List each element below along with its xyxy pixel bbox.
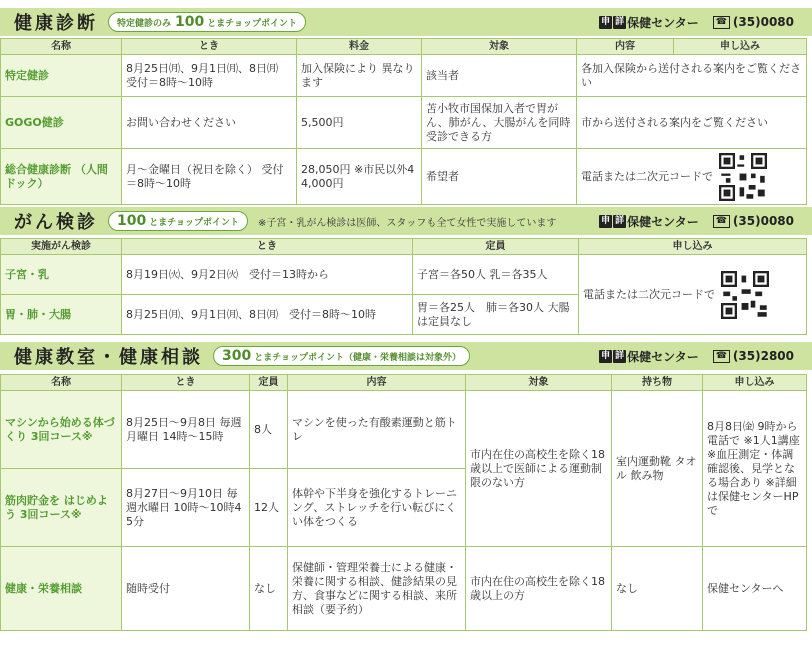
point-label: とまチョップポイント (207, 19, 297, 29)
col-header: 内容 (288, 375, 466, 391)
detail-icon: 詳 (615, 350, 625, 361)
row-fee: 加入保険により 異なります (297, 55, 422, 97)
section-title: 健康診断 (14, 13, 98, 34)
col-header: 対象 (466, 375, 612, 391)
row-fee: 5,500円 (297, 97, 422, 149)
row-name: 子宮・乳 (1, 255, 122, 295)
phone-number: (35)0080 (732, 214, 794, 228)
section-title: 健康教室・健康相談 (14, 347, 203, 368)
table-row (1, 391, 807, 469)
col-header: 名称 (1, 39, 122, 55)
row-apply: 保健センターへ (703, 547, 807, 631)
row-content: 保健師・管理栄養士による健康・栄養に関する相談、健診結果の見方、食事などに関する相談、来所相談（要予約） (288, 547, 466, 631)
apply-icon: 申 (601, 215, 611, 226)
qr-code-icon[interactable] (721, 271, 769, 319)
row-name: 総合健康診断 （人間ドック） (1, 149, 122, 205)
row-apply-cell (579, 255, 807, 335)
col-header: とき (122, 375, 250, 391)
col-header: 対象 (422, 39, 577, 55)
row-apply: 8月8日㈮ 9時から電話で ※1人1講座 ※血圧測定・体調確認後、見学となる場合あり ※詳細は保健センターHPで (703, 391, 807, 547)
section-header-cancer-screening (0, 207, 812, 235)
point-number: 300 (222, 348, 252, 364)
col-header: 定員 (413, 239, 579, 255)
cancer-screening-table (0, 238, 807, 335)
row-when: 8月27日～9月10日 毎週水曜日 10時～10時45分 (122, 469, 250, 547)
contact-info (599, 348, 794, 365)
row-when: 8月25日㈪、9月1日㈪、8日㈪ 受付＝8時～10時 (122, 55, 297, 97)
col-header: 内容 (577, 39, 674, 55)
point-badge-note: 特定健診のみ (117, 19, 172, 29)
row-apply: 電話または二次元コードで (583, 287, 715, 301)
row-apply-cell (577, 149, 807, 205)
col-header: 申し込み (703, 375, 807, 391)
apply-icon: 申 (601, 350, 611, 361)
col-header: 定員 (250, 375, 288, 391)
row-content: マシンを使った有酸素運動と筋トレ (288, 391, 466, 469)
row-when: 8月25日～9月8日 毎週月曜日 14時～15時 (122, 391, 250, 469)
row-bring: 室内運動靴 タオル 飲み物 (612, 391, 703, 547)
table-header-row (1, 239, 807, 255)
point-label: とまチョップポイント（健康・栄養相談は対象外） (254, 353, 461, 363)
phone-icon: ☎ (713, 16, 730, 29)
col-header: とき (122, 239, 413, 255)
row-capacity: なし (250, 547, 288, 631)
row-when: 月～金曜日（祝日を除く） 受付＝8時～10時 (122, 149, 297, 205)
table-header-row (1, 375, 807, 391)
contact-info (599, 213, 794, 230)
section-title: がん検診 (14, 212, 98, 233)
point-badge (108, 211, 248, 231)
row-target: 市内在住の高校生を除く18歳以上で医師による運動制限のない方 (466, 391, 612, 547)
section-header-health-checkup (0, 8, 812, 36)
col-header: 申し込み (674, 39, 807, 55)
table-row (1, 255, 807, 295)
point-badge (108, 12, 306, 32)
contact-info (599, 14, 794, 31)
row-when: 8月25日㈪、9月1日㈪、8日㈪ 受付＝8時～10時 (122, 295, 413, 335)
point-badge (213, 346, 470, 366)
contact-name: 保健センター (627, 349, 699, 364)
table-row (1, 55, 807, 97)
table-row (1, 97, 807, 149)
row-apply: 各加入保険から送付される案内をご覧ください (577, 55, 807, 97)
row-content: 体幹や下半身を強化するトレーニング、ストレッチを行い転びにくい体をつくる (288, 469, 466, 547)
row-when: お問い合わせください (122, 97, 297, 149)
apply-icon: 申 (601, 16, 611, 27)
row-name: マシンから始める体づくり 3回コース※ (1, 391, 122, 469)
row-name: 健康・栄養相談 (1, 547, 122, 631)
contact-name: 保健センター (627, 214, 699, 229)
table-row (1, 547, 807, 631)
table-row (1, 149, 807, 205)
section-note: ※子宮・乳がん検診は医師、スタッフも全て女性で実施しています (257, 217, 557, 229)
row-when: 8月19日㈫、9月2日㈫ 受付＝13時から (122, 255, 413, 295)
phone-number: (35)2800 (732, 349, 794, 363)
row-apply: 市から送付される案内をご覧ください (577, 97, 807, 149)
col-header: 名称 (1, 375, 122, 391)
row-when: 随時受付 (122, 547, 250, 631)
row-fee: 28,050円 ※市民以外44,000円 (297, 149, 422, 205)
health-checkup-table (0, 38, 807, 205)
row-target: 該当者 (422, 55, 577, 97)
detail-icon: 詳 (615, 16, 625, 27)
phone-icon: ☎ (713, 350, 730, 363)
row-name: GOGO健診 (1, 97, 122, 149)
row-capacity: 12人 (250, 469, 288, 547)
point-number: 100 (117, 213, 147, 229)
col-header: 申し込み (579, 239, 807, 255)
health-class-table (0, 374, 807, 631)
row-apply: 電話または二次元コードで (581, 169, 713, 183)
table-header-row (1, 39, 807, 55)
row-target: 市内在住の高校生を除く18歳以上の方 (466, 547, 612, 631)
col-header: 持ち物 (612, 375, 703, 391)
row-capacity: 子宮＝各50人 乳＝各35人 (413, 255, 579, 295)
section-header-health-class (0, 342, 812, 370)
row-capacity: 胃＝各25人 肺＝各30人 大腸は定員なし (413, 295, 579, 335)
point-number: 100 (175, 14, 205, 30)
row-capacity: 8人 (250, 391, 288, 469)
row-target: 苫小牧市国保加入者で胃がん、肺がん、大腸がんを同時受診できる方 (422, 97, 577, 149)
qr-code-icon[interactable] (719, 153, 767, 201)
col-header: 料金 (297, 39, 422, 55)
row-bring: なし (612, 547, 703, 631)
phone-icon: ☎ (713, 215, 730, 228)
row-name: 胃・肺・大腸 (1, 295, 122, 335)
row-name: 特定健診 (1, 55, 122, 97)
row-target: 希望者 (422, 149, 577, 205)
row-name: 筋肉貯金を はじめよう 3回コース※ (1, 469, 122, 547)
col-header: とき (122, 39, 297, 55)
col-header: 実施がん検診 (1, 239, 122, 255)
detail-icon: 詳 (615, 215, 625, 226)
point-label: とまチョップポイント (149, 218, 239, 228)
phone-number: (35)0080 (732, 15, 794, 29)
contact-name: 保健センター (627, 15, 699, 30)
